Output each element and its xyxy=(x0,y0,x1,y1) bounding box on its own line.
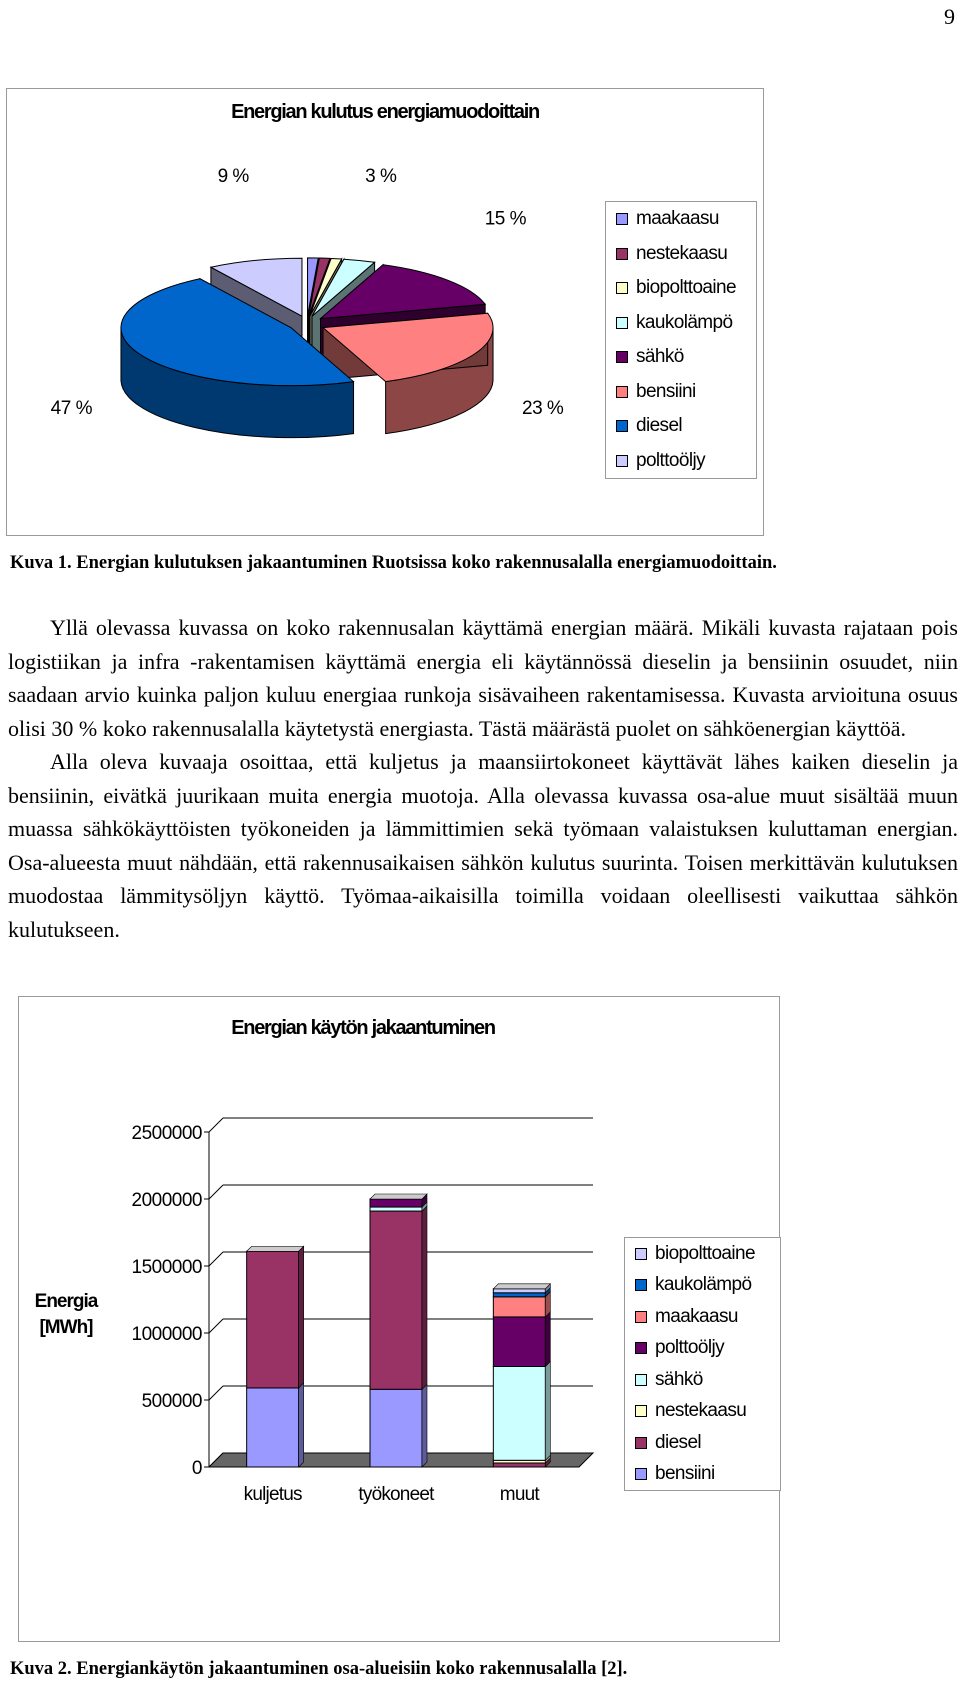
bar-segment-side xyxy=(422,1384,427,1467)
y-tick-label: 2000000 xyxy=(131,1190,202,1211)
legend-swatch xyxy=(635,1248,647,1260)
bar-segment xyxy=(493,1293,545,1297)
legend-swatch xyxy=(635,1374,647,1386)
bar-segment xyxy=(493,1297,545,1317)
pie-legend-item xyxy=(606,237,756,272)
legend-swatch xyxy=(616,213,628,225)
bar-segment xyxy=(493,1289,545,1293)
pie-legend-item xyxy=(606,409,756,444)
y-tick-label: 1000000 xyxy=(131,1324,202,1345)
bar-chart-title: Energian käytön jakaantuminen xyxy=(231,1017,495,1039)
legend-swatch xyxy=(635,1468,647,1480)
pie-data-label: 23 % xyxy=(522,398,564,420)
bar-segment xyxy=(493,1367,545,1461)
pie-chart xyxy=(7,109,567,529)
bar-legend-item xyxy=(625,1301,780,1333)
pie-legend-item xyxy=(606,202,756,237)
legend-label: bensiini xyxy=(636,380,696,402)
y-tick-label: 1500000 xyxy=(131,1257,202,1278)
bar-legend-item xyxy=(625,1270,780,1302)
legend-swatch xyxy=(616,248,628,260)
pie-data-label: 47 % xyxy=(50,398,92,420)
bar-legend-item xyxy=(625,1459,780,1491)
legend-swatch xyxy=(635,1311,647,1323)
legend-label: maakaasu xyxy=(636,208,719,230)
gridline-side xyxy=(209,1252,223,1266)
legend-swatch xyxy=(616,282,628,294)
bar-legend-item xyxy=(625,1427,780,1459)
pie-chart-title: Energian kulutus energiamuodoittain xyxy=(231,101,539,123)
legend-label: biopolttoaine xyxy=(636,277,736,299)
paragraph-2: Alla oleva kuvaaja osoittaa, että kuljetus ja maansiirtokoneet käyttävät lähes kaiken dieselin ja bensiinin, eivätkä juurikaan muita energia muotoja. Alla olevassa kuvassa osa-alue muut sisältää muun muassa sähkökäyttöisten työkoneiden ja lämmittimien sekä työmaan valaistuksen kuluttaman energian. Osa-alueesta muut nähdään, että rakennusaikaisen sähkön kulutus suurinta. Toisen merkittävän kulutuksen muodostaa lämmitysöljyn käyttö. Työmaa-aikaisilla toimilla voidaan oleellisesti vaikuttaa sähkön kulutukseen. xyxy=(8,749,958,942)
bar-segment xyxy=(247,1388,299,1467)
bar-segment-side xyxy=(299,1383,304,1467)
x-tick-label: kuljetus xyxy=(243,1484,302,1505)
legend-label: polttoöljy xyxy=(655,1337,724,1359)
pie-legend-item xyxy=(606,340,756,375)
bar-legend-item xyxy=(625,1364,780,1396)
bar-chart-legend xyxy=(624,1237,781,1491)
gridline-side xyxy=(209,1118,223,1132)
x-tick-label: muut xyxy=(499,1484,539,1505)
legend-label: maakaasu xyxy=(655,1305,738,1327)
bar-chart xyxy=(19,1037,619,1637)
gridline-side xyxy=(209,1319,223,1333)
bar-segment xyxy=(370,1389,422,1467)
gridline-side xyxy=(209,1185,223,1199)
paragraph-1: Yllä olevassa kuvassa on koko rakennusalan käyttämä energian määrä. Mikäli kuvasta rajataan pois logistiikan ja infra -rakentamisen käyttämä energia eli käytännössä dieselin ja bensiinin osuudet, niin saadaan arvio kuinka paljon kuluu energiaa runkoja sisävaiheen rakentamisessa. Kuvasta arvioituna osuus olisi 30 % koko rakennusalalla käytetystä energiasta. Tästä määrästä puolet on sähköenergian käyttöä. xyxy=(8,615,958,741)
legend-label: kaukolämpö xyxy=(636,311,733,333)
legend-label: diesel xyxy=(655,1431,702,1453)
legend-label: bensiini xyxy=(655,1463,715,1485)
figure2-caption: Kuva 2. Energiankäytön jakaantuminen osa-alueisiin koko rakennusalalla [2]. xyxy=(10,1659,628,1679)
y-axis-title: Energia xyxy=(34,1291,98,1312)
pie-chart-frame xyxy=(6,88,764,536)
page-number: 9 xyxy=(944,4,955,29)
legend-label: kaukolämpö xyxy=(655,1274,752,1296)
bar-segment xyxy=(370,1211,422,1389)
figure1-caption: Kuva 1. Energian kulutuksen jakaantuminen Ruotsissa koko rakennusalalla energiamuodoittain. xyxy=(10,553,777,573)
bar-segment xyxy=(493,1317,545,1367)
pie-legend-item xyxy=(606,306,756,341)
legend-label: diesel xyxy=(636,415,683,437)
bar-segment-side xyxy=(545,1362,550,1461)
pie-legend-item xyxy=(606,271,756,306)
legend-swatch xyxy=(635,1342,647,1354)
legend-label: nestekaasu xyxy=(655,1400,747,1422)
bar-top xyxy=(247,1246,304,1251)
bar-chart-frame xyxy=(18,996,780,1642)
legend-label: sähkö xyxy=(655,1368,703,1390)
body-text xyxy=(8,611,958,946)
legend-swatch xyxy=(635,1279,647,1291)
bar-top xyxy=(370,1194,427,1199)
bar-segment xyxy=(370,1199,422,1207)
y-tick-label: 500000 xyxy=(141,1391,202,1412)
legend-swatch xyxy=(616,420,628,432)
pie-data-label: 9 % xyxy=(217,166,249,188)
bar-segment xyxy=(493,1463,545,1467)
bar-segment-side xyxy=(299,1246,304,1388)
y-tick-label: 2500000 xyxy=(131,1123,202,1144)
pie-chart-legend xyxy=(605,201,757,479)
bar-legend-item xyxy=(625,1238,780,1270)
pie-legend-item xyxy=(606,444,756,479)
legend-swatch xyxy=(616,455,628,467)
bar-legend-item xyxy=(625,1396,780,1428)
bar-top xyxy=(493,1284,550,1289)
bar-segment xyxy=(247,1251,299,1388)
legend-swatch xyxy=(616,317,628,329)
legend-label: biopolttoaine xyxy=(655,1242,755,1264)
legend-label: sähkö xyxy=(636,346,684,368)
pie-data-label: 15 % xyxy=(484,208,527,230)
pie-legend-item xyxy=(606,375,756,410)
legend-swatch xyxy=(616,386,628,398)
legend-swatch xyxy=(616,351,628,363)
legend-label: nestekaasu xyxy=(636,242,728,264)
gridline-side xyxy=(209,1386,223,1400)
y-tick-label: 0 xyxy=(191,1458,202,1479)
bar-segment-side xyxy=(422,1206,427,1389)
legend-swatch xyxy=(635,1437,647,1449)
pie-data-label: 3 % xyxy=(365,166,397,188)
legend-label: polttoöljy xyxy=(636,449,705,471)
bar-segment xyxy=(370,1207,422,1211)
bar-legend-item xyxy=(625,1333,780,1365)
bar-segment-side xyxy=(545,1312,550,1367)
y-axis-unit: [MWh] xyxy=(39,1317,93,1338)
x-tick-label: työkoneet xyxy=(358,1484,434,1505)
legend-swatch xyxy=(635,1405,647,1417)
